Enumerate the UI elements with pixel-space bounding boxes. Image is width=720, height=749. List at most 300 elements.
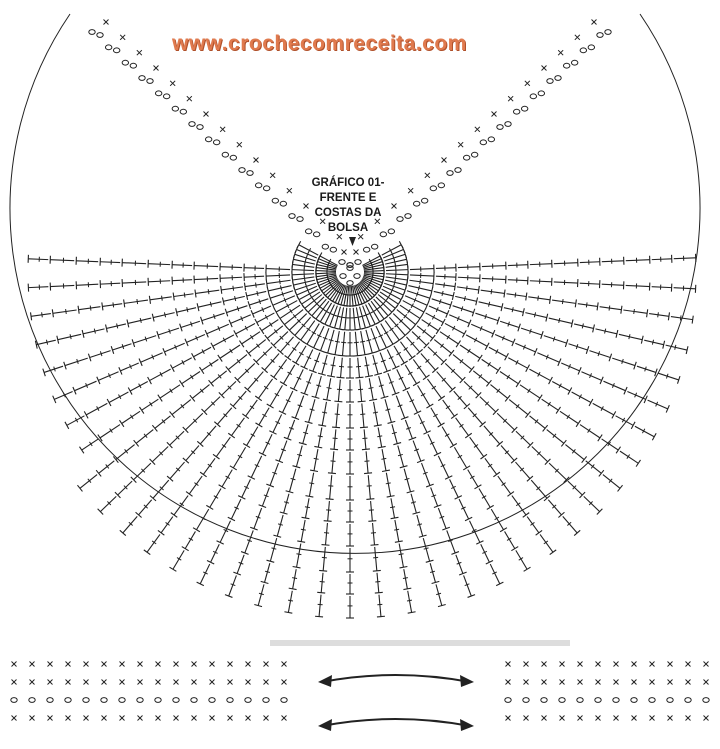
chain-stitch (471, 152, 477, 157)
single-crochet-stitch (246, 662, 251, 667)
stitch-stem (516, 550, 527, 569)
single-crochet-stitch (632, 662, 637, 667)
stitch-top-bar (358, 401, 366, 402)
stitch-cross-bar (377, 436, 382, 437)
stitch-top-bar (52, 309, 53, 317)
stitch-stem (248, 372, 264, 390)
single-crochet-stitch (192, 716, 197, 721)
stitch-top-bar (523, 513, 529, 518)
double-crochet-stitch (572, 392, 593, 406)
double-crochet-stitch (317, 328, 329, 352)
chain-stitch (113, 48, 119, 53)
double-crochet-stitch (259, 487, 270, 507)
stitch-stem (471, 324, 493, 333)
stitch-stem (254, 508, 262, 529)
stitch-top-bar (378, 446, 386, 447)
stitch-cross-bar (278, 524, 283, 525)
double-crochet-stitch (88, 351, 110, 362)
double-crochet-stitch (392, 424, 401, 444)
single-crochet-stitch (614, 662, 619, 667)
double-crochet-stitch (228, 499, 241, 521)
stitch-cross-bar (420, 279, 421, 284)
double-crochet-stitch (362, 429, 370, 449)
stitch-top-bar (485, 343, 489, 350)
double-crochet-stitch (603, 475, 623, 492)
stitch-stem (289, 469, 295, 492)
single-crochet-stitch (342, 250, 347, 255)
chain-stitch (155, 698, 161, 703)
stitch-stem (480, 397, 496, 412)
chain-stitch (230, 155, 236, 160)
stitch-top-bar (441, 319, 445, 326)
stitch-stem (455, 296, 476, 301)
single-crochet-stitch (704, 662, 709, 667)
single-crochet-stitch (704, 680, 709, 685)
double-crochet-stitch (413, 441, 424, 463)
stitch-stem (531, 480, 547, 498)
stitch-top-bar (334, 401, 342, 402)
double-crochet-stitch (464, 575, 475, 597)
single-crochet-stitch (650, 662, 655, 667)
stitch-top-bar (451, 414, 457, 419)
stitch-stem (386, 270, 408, 271)
double-crochet-stitch (261, 563, 270, 583)
stitch-top-bar (265, 335, 270, 341)
stitch-top-bar (211, 343, 215, 350)
stitch-stem (150, 369, 171, 380)
double-crochet-stitch (580, 280, 600, 288)
stitch-top-bar (324, 521, 332, 522)
stitch-top-bar (65, 422, 69, 429)
stitch-stem (410, 269, 434, 270)
stitch-top-bar (134, 440, 139, 446)
double-crochet-stitch (346, 524, 354, 546)
stitch-stem (130, 382, 148, 392)
double-crochet-stitch (246, 340, 266, 357)
double-crochet-stitch (482, 276, 506, 284)
double-crochet-stitch (504, 307, 524, 316)
chain-stitch (163, 94, 169, 99)
stitch-stem (293, 277, 315, 280)
stitch-stem (515, 462, 529, 479)
double-crochet-stitch (150, 447, 169, 465)
stitch-stem (36, 340, 55, 345)
stitch-marks (89, 20, 611, 286)
double-crochet-stitch (346, 404, 354, 428)
stitch-stem (389, 317, 405, 335)
stitch-stem (98, 372, 118, 381)
stitch-stem (153, 313, 174, 318)
stitch-stem (160, 385, 180, 398)
single-crochet-stitch (578, 662, 583, 667)
double-crochet-stitch (292, 317, 311, 338)
double-crochet-stitch (346, 476, 354, 500)
stitch-stem (595, 329, 616, 334)
stitch-cross-bar (417, 524, 422, 525)
double-crochet-stitch (225, 575, 236, 597)
stitch-stem (554, 282, 578, 283)
single-crochet-stitch (650, 680, 655, 685)
stitch-stem (508, 358, 527, 368)
double-crochet-stitch (644, 340, 664, 349)
double-crochet-stitch (321, 304, 334, 326)
stitch-stem (361, 331, 365, 355)
single-crochet-stitch (12, 680, 17, 685)
stitch-stem (410, 275, 434, 276)
stitch-stem (259, 408, 269, 425)
stitch-stem (560, 411, 578, 423)
stitch-stem (277, 515, 283, 536)
stitch-stem (404, 469, 410, 492)
stitch-top-bar (396, 338, 402, 343)
chain-stitch (263, 186, 269, 191)
double-crochet-stitch (399, 544, 408, 568)
stitch-ray (98, 282, 340, 515)
chain-stitch (263, 698, 269, 703)
double-crochet-stitch (267, 538, 277, 562)
double-crochet-stitch (332, 403, 340, 427)
double-crochet-stitch (279, 391, 293, 414)
stitch-top-bar (293, 566, 301, 567)
stitch-top-bar (182, 547, 189, 551)
stitch-top-bar (612, 411, 616, 418)
double-crochet-stitch (485, 458, 500, 477)
stitch-stem (116, 445, 135, 460)
double-crochet-stitch (456, 555, 467, 575)
stitch-stem (434, 340, 451, 354)
double-crochet-stitch (229, 315, 251, 327)
stitch-stem (427, 379, 441, 398)
single-crochet-stitch (137, 50, 142, 55)
stitch-stem (581, 372, 601, 381)
stitch-top-bar (524, 567, 531, 571)
double-crochet-stitch (205, 324, 229, 337)
double-crochet-stitch (183, 445, 199, 463)
stitch-stem (336, 403, 338, 427)
stitch-stem (233, 391, 246, 406)
stitch-top-bar (422, 308, 426, 315)
stitch-stem (364, 429, 366, 449)
arrow-head (460, 719, 474, 731)
stitch-top-bar (395, 541, 403, 542)
stitch-top-bar (199, 367, 203, 374)
single-crochet-stitch (84, 662, 89, 667)
stitch-stem (400, 305, 420, 318)
stitch-cross-bar (318, 436, 323, 437)
stitch-top-bar (487, 505, 494, 509)
stitch-cross-bar (534, 312, 535, 317)
double-crochet-stitch (262, 353, 279, 372)
double-crochet-stitch (428, 347, 447, 365)
double-crochet-stitch (79, 439, 98, 453)
single-crochet-stitch (254, 158, 259, 163)
stitch-cross-bar (271, 548, 276, 549)
chain-stitch (355, 260, 361, 265)
stitch-stem (500, 372, 518, 384)
stitch-cross-bar (609, 306, 610, 311)
double-crochet-stitch (602, 281, 624, 289)
stitch-stem (407, 391, 417, 413)
double-crochet-stitch (324, 501, 332, 521)
chain-stitch (89, 30, 95, 35)
chain-stitch (47, 698, 53, 703)
stitch-stem (222, 381, 236, 395)
stitch-stem (459, 499, 469, 519)
stitch-top-bar (218, 355, 222, 362)
single-crochet-stitch (138, 716, 143, 721)
double-crochet-stitch (290, 369, 303, 391)
stitch-top-bar (190, 395, 195, 401)
stitch-stem (399, 544, 403, 568)
double-crochet-stitch (199, 359, 218, 373)
stitch-top-bar (449, 350, 454, 356)
stitch-ray (354, 285, 446, 606)
stitch-stem (449, 315, 469, 324)
stitch-cross-bar (379, 385, 384, 386)
double-crochet-stitch (209, 371, 227, 387)
chain-stitch (555, 76, 561, 81)
stitch-top-bar (582, 456, 587, 462)
double-crochet-stitch (280, 494, 289, 514)
chain-stitch (197, 125, 203, 130)
stitch-ray (346, 286, 354, 618)
double-crochet-stitch (309, 353, 320, 373)
double-crochet-stitch (226, 355, 247, 373)
double-crochet-stitch (435, 283, 455, 291)
double-crochet-stitch (445, 323, 466, 337)
double-crochet-stitch (431, 408, 445, 427)
chain-stitch (227, 698, 233, 703)
double-crochet-stitch (158, 385, 180, 402)
chain-stitch (213, 140, 219, 145)
stitch-stem (265, 563, 270, 582)
single-crochet-stitch (48, 716, 53, 721)
stitch-top-bar (438, 396, 444, 401)
double-crochet-stitch (505, 531, 519, 550)
stitch-top-bar (354, 355, 362, 356)
stitch-stem (293, 569, 297, 589)
double-crochet-stitch (407, 291, 431, 302)
chain-stitch (430, 186, 436, 191)
double-crochet-stitch (293, 446, 303, 468)
double-crochet-stitch (454, 391, 470, 409)
double-crochet-stitch (319, 547, 327, 571)
stitch-stem (322, 355, 327, 374)
chain-stitch (205, 137, 211, 142)
stitch-stem (460, 345, 480, 358)
stitch-stem (394, 346, 404, 363)
stitch-top-bar (219, 485, 226, 489)
double-crochet-stitch (169, 550, 184, 571)
double-crochet-stitch (76, 257, 98, 265)
double-crochet-stitch (362, 253, 382, 266)
double-crochet-stitch (323, 378, 332, 400)
stitch-stem (164, 343, 184, 352)
double-crochet-stitch (207, 544, 219, 564)
chain-stitch (347, 281, 353, 286)
stitch-top-bar (318, 253, 322, 260)
double-crochet-stitch (432, 299, 452, 309)
stitch-stem (379, 376, 385, 397)
stitch-stem (150, 297, 172, 300)
stitch-cross-bar (280, 279, 281, 284)
single-crochet-stitch (686, 716, 691, 721)
stitch-cross-bar (309, 483, 314, 484)
single-crochet-stitch (542, 680, 547, 685)
double-crochet-stitch (206, 488, 221, 509)
stitch-top-bar (107, 399, 111, 406)
stitch-top-bar (292, 361, 299, 365)
stitch-stem (279, 441, 287, 462)
single-crochet-stitch (156, 680, 161, 685)
stitch-top-bar (221, 286, 222, 294)
stitch-top-bar (246, 350, 251, 356)
stitch-stem (318, 427, 322, 447)
double-crochet-stitch (373, 402, 382, 426)
double-crochet-stitch (119, 411, 140, 426)
stitch-top-bar (278, 315, 282, 322)
double-crochet-stitch (167, 431, 184, 448)
stitch-top-bar (403, 588, 411, 589)
single-crochet-stitch (237, 142, 242, 147)
double-crochet-stitch (134, 430, 154, 447)
double-crochet-stitch (436, 264, 456, 272)
double-crochet-stitch (561, 363, 581, 375)
stitch-top-bar (84, 411, 88, 418)
stitch-stem (561, 363, 579, 371)
single-crochet-stitch (204, 112, 209, 117)
stitch-stem (391, 498, 395, 518)
stitch-top-bar (289, 588, 297, 589)
double-crochet-stitch (445, 363, 465, 383)
double-crochet-stitch (213, 437, 230, 459)
stitch-stem (603, 475, 620, 489)
stitch-cross-bar (70, 334, 71, 339)
stitch-top-bar (391, 517, 399, 518)
stitch-stem (297, 544, 301, 568)
stitch-ray (77, 281, 339, 492)
chain-stitch (11, 698, 17, 703)
stitch-cross-bar (296, 554, 301, 555)
double-crochet-stitch (479, 302, 503, 311)
double-crochet-stitch (434, 340, 454, 357)
double-crochet-stitch (637, 366, 657, 376)
stitch-ray (358, 283, 556, 554)
double-crochet-stitch (417, 515, 427, 537)
double-crochet-stitch (396, 396, 408, 420)
stitch-stem (332, 451, 334, 473)
double-crochet-stitch (230, 447, 246, 470)
double-crochet-stitch (456, 418, 472, 438)
double-crochet-stitch (284, 591, 293, 613)
stitch-stem (527, 517, 539, 533)
single-crochet-stitch (524, 662, 529, 667)
double-crochet-stitch (305, 473, 314, 497)
stitch-top-bar (408, 612, 416, 613)
double-crochet-stitch (292, 396, 304, 420)
stitch-cross-bar (42, 312, 43, 317)
stitch-top-bar (355, 377, 363, 378)
stitch-ray (357, 284, 530, 571)
single-crochet-stitch (210, 662, 215, 667)
chain-stitch (703, 698, 709, 703)
double-crochet-stitch (50, 256, 74, 264)
chain-stitch (281, 698, 287, 703)
stitch-top-bar (462, 330, 466, 337)
double-crochet-stitch (269, 291, 293, 302)
stitch-stem (552, 382, 570, 392)
double-crochet-stitch (244, 264, 264, 272)
double-crochet-stitch (371, 523, 379, 545)
chain-stitch (330, 247, 336, 252)
stitch-stem (473, 371, 489, 384)
stitch-top-bar (328, 473, 336, 474)
stitch-stem (409, 280, 433, 283)
double-crochet-stitch (31, 312, 51, 320)
double-crochet-stitch (389, 317, 408, 338)
double-crochet-stitch (314, 427, 322, 447)
double-crochet-stitch (77, 475, 97, 492)
stitch-top-bar (505, 353, 509, 360)
stitch-stem (292, 264, 314, 267)
single-crochet-stitch (246, 716, 251, 721)
single-crochet-stitch (578, 716, 583, 721)
stitch-top-bar (374, 425, 382, 426)
double-crochet-stitch (244, 283, 264, 291)
stitch-top-bar (589, 399, 593, 406)
stitch-ray (364, 273, 693, 324)
double-crochet-stitch (552, 299, 576, 307)
stitch-stem (80, 475, 97, 489)
stitch-top-bar (337, 377, 345, 378)
double-crochet-stitch (57, 334, 81, 343)
stitch-stem (436, 276, 456, 277)
stitch-stem (443, 400, 455, 416)
chain-stitch (405, 214, 411, 219)
stitch-stem (554, 263, 578, 264)
double-crochet-stitch (358, 380, 366, 402)
stitch-stem (265, 353, 279, 370)
double-crochet-stitch (373, 547, 381, 571)
double-crochet-stitch (379, 376, 389, 398)
stitch-stem (200, 426, 216, 444)
double-crochet-stitch (382, 241, 403, 255)
stitch-stem (222, 470, 232, 487)
double-crochet-stitch (337, 358, 345, 378)
stitch-top-bar (284, 612, 292, 613)
single-crochet-stitch (264, 662, 269, 667)
stitch-stem (50, 260, 74, 261)
stitch-ray (359, 283, 580, 536)
stitch-ray (360, 282, 602, 515)
stitch-stem (345, 308, 347, 330)
single-crochet-stitch (614, 716, 619, 721)
stitch-ray (225, 285, 345, 597)
stitch-top-bar (375, 592, 383, 593)
stitch-stem (76, 284, 98, 285)
stitch-stem (161, 517, 173, 533)
stitch-stem (422, 463, 430, 485)
double-crochet-stitch (269, 414, 281, 434)
double-crochet-stitch (293, 544, 302, 568)
double-crochet-stitch (554, 259, 578, 267)
double-crochet-stitch (200, 458, 215, 477)
stitch-stem (216, 437, 230, 456)
chain-stitch (371, 244, 377, 249)
stitch-cross-bar (373, 363, 378, 364)
stitch-top-bar (339, 355, 347, 356)
stitch-stem (120, 363, 138, 371)
